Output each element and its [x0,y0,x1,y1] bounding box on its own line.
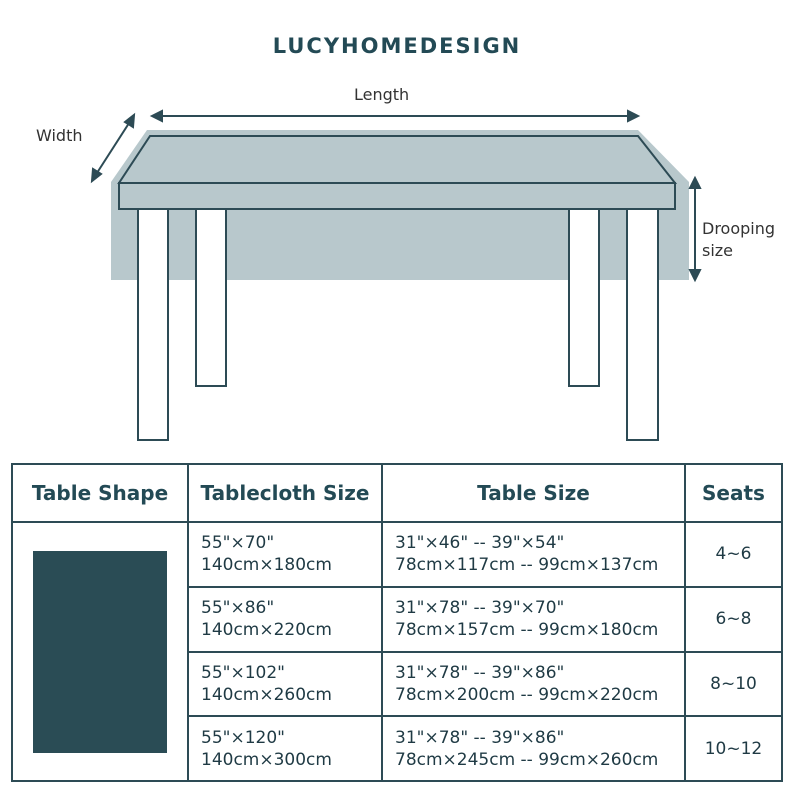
table-size-inches: 31"×46" -- 39"×54" [395,533,565,554]
table-leg-front-left [138,206,168,440]
length-arrow [152,111,638,121]
table-size-inches: 31"×78" -- 39"×86" [395,727,565,748]
cloth-size-cm: 140cm×180cm [201,555,332,576]
table-size-cm: 78cm×200cm -- 99cm×220cm [395,684,659,705]
cloth-size-inches: 55"×120" [201,727,285,748]
cloth-size-inches: 55"×102" [201,662,285,683]
size-chart-table [11,463,783,782]
table-row [12,522,782,587]
length-label: Length [354,85,410,104]
drooping-size-label [702,218,775,262]
seats-cell: 6~8 [685,587,782,652]
width-label: Width [36,126,83,145]
table-size-cell [382,587,685,652]
header-seats: Seats [685,464,782,522]
cloth-size-cm: 140cm×300cm [201,749,332,770]
table-size-cell [382,716,685,781]
header-table-size: Table Size [382,464,685,522]
drooping-label-line1: Drooping [702,219,776,238]
tablecloth-size-cell [188,522,382,587]
tablecloth-size-cell [188,716,382,781]
table-size-inches: 31"×78" -- 39"×70" [395,598,565,619]
table-leg-back-right [569,206,599,386]
tablecloth-size-cell [188,652,382,717]
table-size-cm: 78cm×117cm -- 99cm×137cm [395,555,659,576]
table-shape-cell [12,522,188,781]
table-size-cell [382,522,685,587]
drooping-label-line2: size [702,241,734,260]
tabletop [119,136,675,183]
header-table-shape: Table Shape [12,464,188,522]
table-leg-front-right [627,206,658,440]
drooping-arrow [690,178,700,280]
cloth-size-cm: 140cm×260cm [201,684,332,705]
header-tablecloth-size: Tablecloth Size [188,464,382,522]
table-size-cm: 78cm×245cm -- 99cm×260cm [395,749,659,770]
table-size-cm: 78cm×157cm -- 99cm×180cm [395,620,659,641]
table-leg-back-left [196,206,226,386]
cloth-size-inches: 55"×86" [201,598,275,619]
table-size-inches: 31"×78" -- 39"×86" [395,662,565,683]
cloth-size-cm: 140cm×220cm [201,620,332,641]
rectangle-shape-icon [33,551,167,753]
brand-title: LUCYHOMEDESIGN [272,34,522,58]
seats-cell: 4~6 [685,522,782,587]
seats-cell: 10~12 [685,716,782,781]
table-size-cell [382,652,685,717]
table-header-row [12,464,782,522]
tablecloth-size-cell [188,587,382,652]
table-apron [119,183,675,209]
cloth-size-inches: 55"×70" [201,533,275,554]
seats-cell: 8~10 [685,652,782,717]
